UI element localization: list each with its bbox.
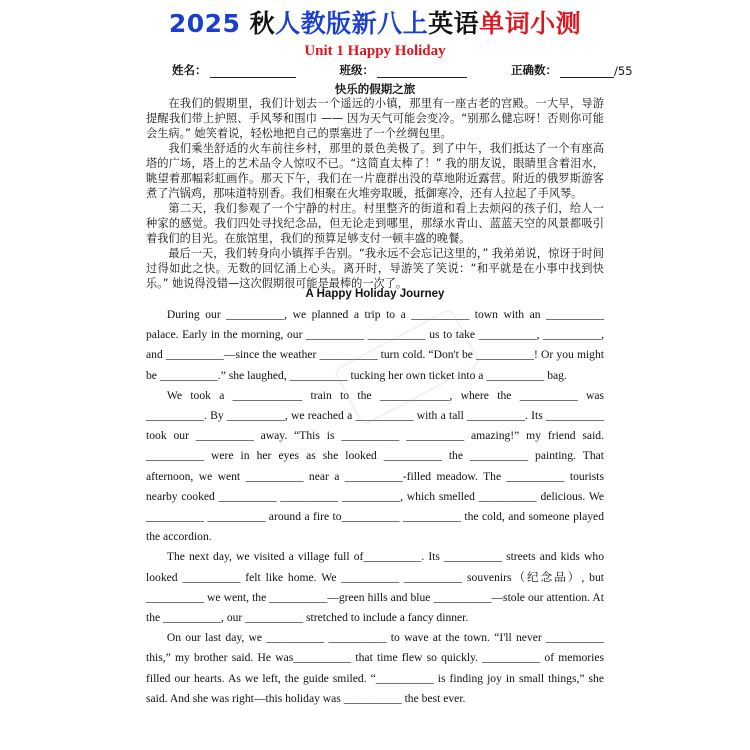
chinese-paragraph: 最后一天，我们转身向小镇挥手告别。“我永远不会忘记这里的，” 我弟弟说，惊讶于时间过得如此之快。无数的回忆涌上心头。离开时，导游笑了笑说：“和平就是在小事中找到快乐。” 她说得没错—这次假期很可能是最棒的一次了。 [146, 247, 604, 290]
chinese-passage [146, 96, 604, 291]
score-total: /55 [614, 64, 633, 78]
english-paragraph: The next day, we visited a village full of__________. Its __________ streets and kids who looked __________ felt like home. We __________ __________ souvenirs（纪念品）, but __________ we went, the __________—green hills and blue __________—stole our attention. At the __________, our __________ stretched to include a fancy dinner. [146, 550, 604, 625]
english-paragraph: On our last day, we __________ __________ to wave at the town. “I'll never __________ this,” my brother said. He was__________ that time flew so quickly. __________ of memories filled our hearts. As we left, the guide smiled. “__________ is finding joy in small things,” she said. And she was right—this holiday was __________ the best ever. [146, 631, 604, 705]
score-label: 正确数： [511, 63, 557, 77]
english-paragraph: We took a ____________ train to the ____________, where the __________ was __________. By __________, we reached a __________ with a tall __________. Its __________ took our __________ away. “This is __________ __________ amazing!” my friend said. __________ were in her eyes as she looked __________ the __________ painting. That afternoon, we went __________ near a __________-filled meadow. The __________ tourists nearby cooked __________ __________ __________, which smelled __________ delicious. We __________ __________ around a fire to__________ __________ the cold, and someone played the accordion. [146, 388, 604, 544]
student-info-row [172, 62, 633, 78]
english-paragraph: During our __________, we planned a trip to a __________ town with an __________ palace. Early in the morning, our __________ __________ us to take __________, __________, and __________—since the weather __________ turn cold. “Don't be __________! Or you might be __________.” she laughed, __________ tucking her own ticket into a __________ bag. [146, 308, 604, 382]
chinese-passage-title: 快乐的假期之旅 [334, 82, 416, 96]
title-year: 2025 [168, 9, 250, 38]
name-input[interactable] [210, 65, 296, 78]
name-field [172, 62, 296, 78]
unit-title: Unit 1 Happy Holiday [304, 43, 446, 59]
score-field [511, 62, 633, 78]
name-label: 姓名： [172, 63, 207, 77]
title-edition: 人教版新八上 [275, 9, 429, 38]
page-title [0, 4, 750, 40]
english-passage-title: A Happy Holiday Journey [305, 288, 445, 300]
chinese-paragraph: 第二天，我们参观了一个宁静的村庄。村里整齐的街道和看上去烦闷的孩子们，给人一种家的感觉。我们四处寻找纪念品，但无论走到哪里，那绿水青山、蓝蓝天空的风景都吸引着我们的目光。在旅馆里，我们的预算足够支付一顿丰盛的晚餐。 [146, 202, 604, 245]
class-label: 班级： [339, 63, 374, 77]
title-season: 秋 [249, 9, 276, 38]
score-input[interactable] [560, 65, 614, 78]
title-subject: 英语 [428, 9, 480, 38]
title-quiz: 单词小测 [479, 9, 582, 38]
class-field [340, 62, 468, 78]
class-input[interactable] [377, 65, 467, 78]
chinese-paragraph: 我们乘坐舒适的火车前往乡村，那里的景色美极了。到了中午，我们抵达了一个有座高塔的广场，塔上的艺术品令人惊叹不已。“这简直太棒了！” 我的朋友说，眼睛里含着泪水，眺望着那幅彩虹画作。那天下午，我们在一片鹿群出没的草地附近露营。附近的俄罗斯游客煮了汽锅鸡，那味道特别香。我们相聚在火堆旁取暖，抵御寒冷，还有人拉起了手风琴。 [146, 142, 604, 200]
chinese-paragraph: 在我们的假期里，我们计划去一个遥远的小镇，那里有一座古老的宫殿。一大早，导游提醒我们带上护照、手风琴和围巾 —— 因为天气可能会变冷。“别那么健忘呀！否则你可能会生病。” 她笑着说，轻松地把自己的票塞进了一个丝绸包里。 [146, 97, 604, 140]
